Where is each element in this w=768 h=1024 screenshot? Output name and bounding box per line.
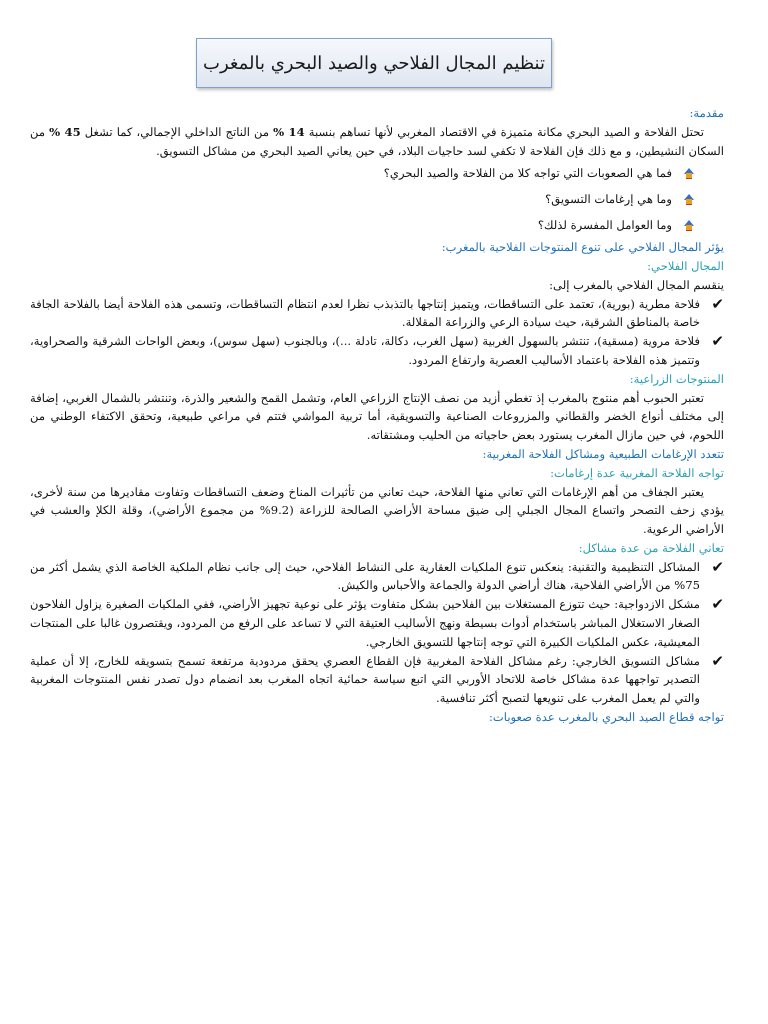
intro-percent-gdp: 14 % xyxy=(273,124,305,139)
arrow-bullet-icon xyxy=(684,194,694,204)
section2-subheading-problems: تعاني الفلاحة من عدة مشاكل: xyxy=(578,540,724,555)
list-item-text: مشاكل التسويق الخارجي: رغم مشاكل الفلاحة المغربية فإن القطاع العصري يحقق مردودية مرتفعة تسمح بتسويقه للخارج، إلا أن عملية التصدير تواجهها عدة مشاكل خاصة للاتحاد الأوربي التي اتبع سياسة حمائية اتجاه المغرب بعد انضمام دول تصدر نفس المنتوجات المغربية والتي لم يعمل المغرب على تنويعها لتصبح أكثر تنافسية. xyxy=(30,653,700,706)
intro-percent-workforce: 45 % xyxy=(49,124,81,139)
checkmark-icon: ✔ xyxy=(711,651,724,670)
question-item xyxy=(30,160,724,186)
list-item xyxy=(30,652,724,708)
section1-subheading-products: المنتوجات الزراعية: xyxy=(629,371,724,386)
checkmark-icon: ✔ xyxy=(711,332,724,351)
section2-heading: تتعدد الإرغامات الطبيعية ومشاكل الفلاحة المغربية: xyxy=(482,446,724,461)
document-body xyxy=(30,104,724,727)
question-text: فما هي الصعوبات التي تواجه كلا من الفلاحة والصيد البحري؟ xyxy=(383,166,672,181)
list-item xyxy=(30,295,724,333)
list-item-text: مشكل الازدواجية: حيث تتوزع المستغلات بين الفلاحين بشكل متفاوت يؤثر على نوعية تجهيز الأراضي، ففي الملكيات الصغيرة يزاول الفلاحون الصغار الاستغلال المباشر باستخدام أدوات بسيطة ونهج الأساليب العتيقة التي لا تساعد على الرفع من المردود، ويقتصرون غالبا على المنتجات المعيشية، عكس الملكيات الكبيرة التي توجه إنتاجها للتسويق الخارجي. xyxy=(30,597,700,649)
question-item xyxy=(30,186,724,212)
checkmark-icon: ✔ xyxy=(711,595,724,614)
document-title-box xyxy=(196,38,552,88)
section1-lead: ينقسم المجال الفلاحي بالمغرب إلى: xyxy=(549,277,724,292)
intro-paragraph xyxy=(30,123,724,161)
list-item-text: المشاكل التنظيمية والتقنية: ينعكس تنوع الملكيات العقارية على النشاط الفلاحي، حيث إلى جانب نظام الملكية الخاصة الذي يشمل أكثر من 75% من الأراضي الفلاحية، هناك أراضي الدولة والجماعة والأحباس والكيش. xyxy=(30,559,700,593)
list-item xyxy=(30,558,724,596)
intro-text-part2: من الناتج الداخلي الإجمالي، كما تشغل xyxy=(80,124,274,139)
question-text: وما العوامل المفسرة لذلك؟ xyxy=(537,218,672,233)
list-item xyxy=(30,595,724,651)
section2-subheading-constraints: تواجه الفلاحة المغربية عدة إرغامات: xyxy=(550,465,724,480)
checkmark-icon: ✔ xyxy=(711,557,724,576)
section3-heading: تواجه قطاع الصيد البحري بالمغرب عدة صعوبات: xyxy=(488,709,724,724)
arrow-bullet-icon xyxy=(684,168,694,178)
list-item xyxy=(30,332,724,370)
arrow-bullet-icon xyxy=(684,220,694,230)
intro-questions-list xyxy=(30,160,724,238)
intro-heading: مقدمة: xyxy=(689,106,724,120)
list-item-text: فلاحة مروية (مسقية)، تنتشر بالسهول الغربية (سهل الغرب، دكالة، تادلة ...)، وبالجنوب (سهل سوس)، وبعض الواحات الشرقية والصحراوية، وتتميز هذه الفلاحة باعتماد الأساليب العصرية وارتفاع المردود. xyxy=(30,334,700,368)
question-text: وما هي إرغامات التسويق؟ xyxy=(545,192,672,207)
intro-text-part3: من السكان النشيطين، و مع ذلك فإن الفلاحة لا تكفي لسد حاجيات البلاد، في حين يعاني الصيد البحري من مشاكل التسويق. xyxy=(30,124,724,158)
list-item-text: فلاحة مطرية (بورية)، تعتمد على التساقطات، ويتميز إنتاجها بالتذبذب نظرا لعدم انتظام التساقطات، وتسمى هذه الفلاحة أيضا بالفلاحة الجافة خاصة بالمناطق الشرقية، حيث سيادة الرعي والزراعة المقلالة. xyxy=(30,296,700,330)
section2-problems-list xyxy=(30,558,724,708)
intro-text-part1: تحتل الفلاحة و الصيد البحري مكانة متميزة في الاقتصاد المغربي لأنها تساهم بنسبة xyxy=(304,124,704,139)
section2-constraints-paragraph: يعتبر الجفاف من أهم الإرغامات التي تعاني منها الفلاحة، حيث تعاني من تأثيرات المناخ وضعف التساقطات وتفاوت مقاديرها من سنة لأخرى، يؤدي زحف التصحر واتساع المجال الجبلي إلى ضيق مساحة الأراضي الصالحة للزراعة (9.2% من مجموع الأراضي)، وقلة الكلإ والعشب في الأراضي الرعوية. xyxy=(30,484,724,537)
section1-agri-types-list xyxy=(30,295,724,370)
document-title: تنظيم المجال الفلاحي والصيد البحري بالمغرب xyxy=(203,52,545,74)
section1-heading: يؤثر المجال الفلاحي على تنوع المنتوجات الفلاحية بالمغرب: xyxy=(441,240,724,255)
section1-products-paragraph: تعتبر الحبوب أهم منتوج بالمغرب إذ تغطي أزيد من نصف الإنتاج الزراعي العام، وتشمل القمح والشعير والذرة، وتنتشر بالشمال الغربي، إضافة إلى مختلف أنواع الخضر والقطاني والمزروعات الصناعية والتسويقية، أما تربية المواشي فتتم في مراعي طبيعية، وتحقق الاكتفاء الوطني من اللحوم، في حين مازال المغرب يستورد بعض حاجياته من الحليب ومشتقاته. xyxy=(30,390,724,443)
question-item xyxy=(30,212,724,238)
checkmark-icon: ✔ xyxy=(711,294,724,313)
section1-subheading-agri-space: المجال الفلاحي: xyxy=(647,259,724,274)
